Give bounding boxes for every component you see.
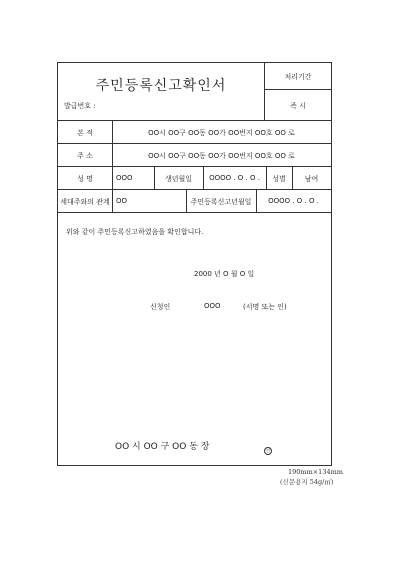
period-divider	[264, 89, 332, 90]
sex-label: 성별	[272, 175, 286, 183]
report-date-value: OOOO . O . O .	[268, 197, 319, 205]
name-label: 성 명	[77, 175, 93, 183]
row-line	[58, 189, 331, 190]
issue-number-label: 발급번호 :	[64, 102, 96, 110]
form-size: 190mm×134mm	[288, 468, 343, 476]
applicant-label: 신청인	[150, 303, 171, 311]
report-date-label: 주민등록신고년월일	[190, 198, 252, 206]
row-line	[58, 143, 331, 144]
birth-date-value: OOOO . O . O .	[209, 174, 260, 182]
form-title: 주민등록신고확인서	[95, 78, 227, 94]
relation-value: OO	[116, 197, 128, 205]
address-label: 주 소	[77, 152, 93, 160]
issue-date: 2000 년 O 월 O 일	[194, 270, 255, 278]
row-line	[58, 212, 331, 213]
report-confirmation-form	[57, 62, 332, 466]
official-seal	[264, 440, 272, 459]
confirmation-statement: 위와 같이 주민등록신고하였음을 확인합니다.	[66, 228, 204, 236]
seal-mark: 인	[264, 447, 272, 455]
processing-period-value: 즉 시	[290, 102, 306, 110]
relation-label: 세대주와의 관계	[60, 198, 110, 206]
name-value: OOO	[116, 174, 133, 182]
address-value: OO시 OO구 OO동 OO가 OO번지 OO호 OO 로	[148, 152, 295, 160]
registered-domicile-label: 본 적	[77, 129, 93, 137]
sex-value: 남여	[304, 175, 319, 183]
signature-note: (서명 또는 인)	[243, 303, 287, 311]
issuing-office: OO 시 OO 구 OO 동 장	[115, 442, 210, 452]
row-line	[58, 166, 331, 167]
paper-spec: (신문용지 54g/㎡)	[280, 478, 334, 486]
birth-date-label: 생년월일	[164, 175, 193, 183]
processing-period-label: 처리기간	[284, 73, 312, 81]
registered-domicile-value: OO시 OO구 OO동 OO가 OO번지 OO호 OO 로	[148, 129, 295, 137]
row-line	[58, 120, 331, 121]
applicant-name: OOO	[204, 302, 221, 310]
